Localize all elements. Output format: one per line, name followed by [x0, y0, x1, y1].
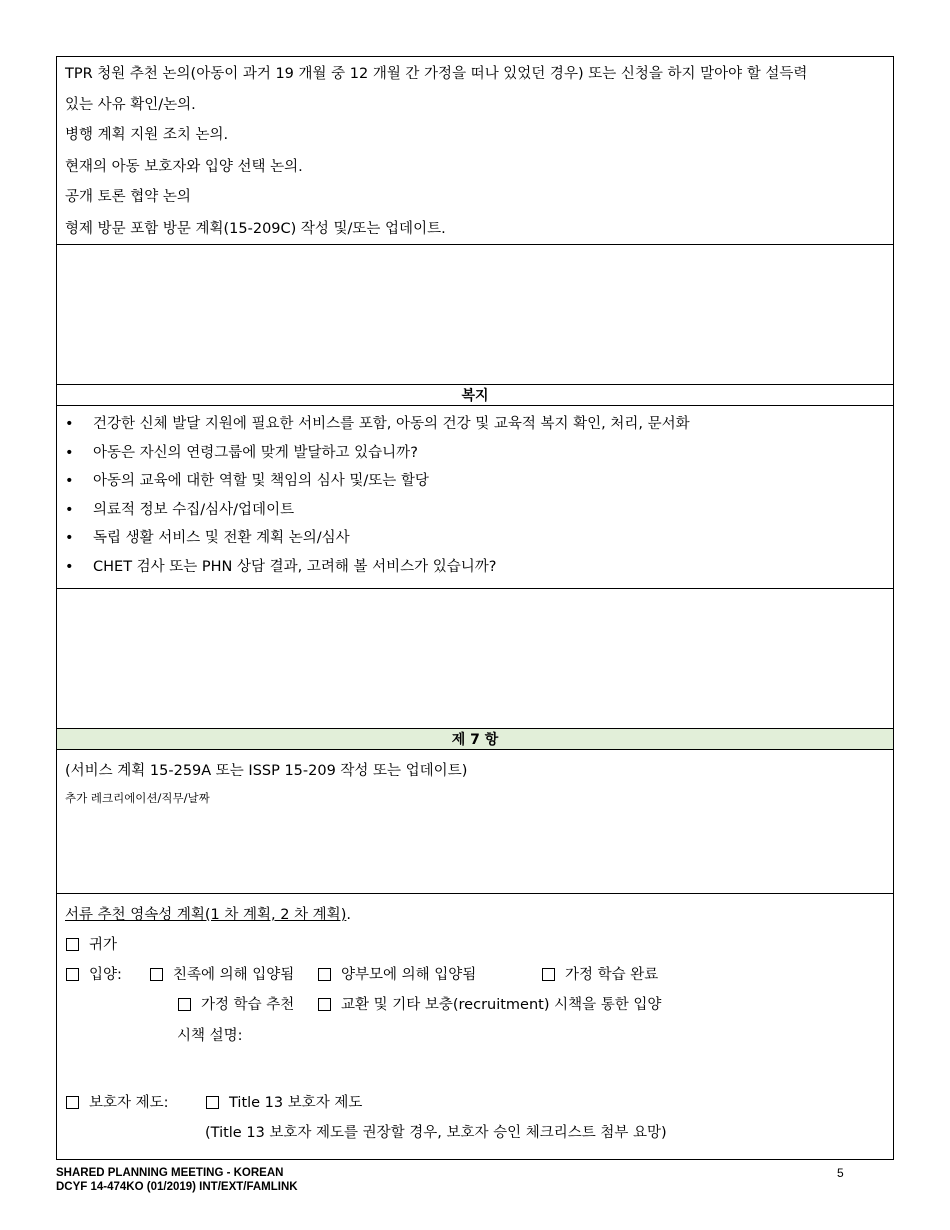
adopt-foster-checkbox[interactable] [318, 968, 331, 981]
return-home-checkbox[interactable] [66, 938, 79, 951]
home-study-done-checkbox[interactable] [542, 968, 555, 981]
form-footer [56, 1166, 298, 1194]
adopt-recruit-label: 교환 및 기타 보충(recruitment) 시책을 통한 입양 [341, 997, 662, 1013]
adoption-checkbox[interactable] [66, 968, 79, 981]
section7-title: 제 7 항 [451, 732, 499, 748]
adopt-relative-checkbox[interactable] [150, 968, 163, 981]
adopt-foster-option[interactable] [318, 963, 476, 984]
home-study-rec-option[interactable] [178, 993, 294, 1014]
footer-form-title: SHARED PLANNING MEETING - KOREAN [56, 1167, 284, 1179]
home-study-rec-checkbox[interactable] [178, 998, 191, 1011]
title13-option[interactable] [206, 1091, 362, 1112]
return-home-option[interactable] [66, 933, 117, 954]
discussion-line-6: 형제 방문 포함 방문 계획(15-209C) 작성 및/또는 업데이트. [65, 221, 446, 237]
guardianship-option[interactable] [66, 1091, 169, 1112]
discussion-block [57, 57, 893, 244]
discussion-line-4: 현재의 아동 보호자와 입양 선택 논의. [65, 159, 303, 175]
notes-area-1[interactable] [57, 244, 893, 384]
adopt-recruit-option[interactable] [318, 993, 661, 1014]
welfare-item: • 아동은 자신의 연령그룹에 맞게 발달하고 있습니까? [65, 445, 418, 461]
title13-checkbox[interactable] [206, 1096, 219, 1109]
welfare-item: • 독립 생활 서비스 및 전환 계획 논의/심사 [65, 530, 350, 546]
adopt-foster-label: 양부모에 의해 입양됨 [341, 967, 477, 983]
measure-description-label: 시책 설명: [177, 1028, 243, 1044]
welfare-item: • 건강한 신체 발달 지원에 필요한 서비스를 포함, 아동의 건강 및 교육적 복지 확인, 처리, 문서화 [65, 416, 690, 432]
section7-note: 추가 레크리에이션/직무/날짜 [65, 791, 210, 805]
discussion-line-3: 병행 계획 지원 조치 논의. [65, 127, 229, 143]
title13-label: Title 13 보호자 제도 [229, 1095, 363, 1111]
adoption-label: 입양: [89, 967, 122, 983]
welfare-header [57, 384, 893, 406]
section7-subtitle: (서비스 계획 15-259A 또는 ISSP 15-209 작성 또는 업데이트) [65, 763, 468, 779]
discussion-line-5: 공개 토론 협약 논의 [65, 189, 191, 205]
welfare-title: 복지 [461, 388, 489, 404]
footer-form-id: DCYF 14-474KO (01/2019) INT/EXT/FAMLINK [56, 1181, 298, 1193]
section7-body [57, 750, 893, 893]
home-study-done-option[interactable] [542, 963, 658, 984]
guardianship-checkbox[interactable] [66, 1096, 79, 1109]
discussion-line-2: 있는 사유 확인/논의. [65, 97, 196, 113]
title13-note: (Title 13 보호자 제도를 권장할 경우, 보호자 승인 체크리스트 첨부 요망) [205, 1125, 667, 1141]
section7-header [57, 728, 893, 750]
guardianship-label: 보호자 제도: [89, 1095, 169, 1111]
adopt-relative-option[interactable] [150, 963, 294, 984]
permanency-heading: 서류 추천 영속성 계획(1 차 계획, 2 차 계획). [65, 907, 351, 923]
page-number: 5 [837, 1166, 844, 1180]
adopt-recruit-checkbox[interactable] [318, 998, 331, 1011]
welfare-item: • 아동의 교육에 대한 역할 및 책임의 심사 및/또는 할당 [65, 473, 429, 489]
adoption-option[interactable] [66, 963, 122, 984]
discussion-line-1: TPR 청원 추천 논의(아동이 과거 19 개월 중 12 개월 간 가정을 떠나 있었던 경우) 또는 신청을 하지 말아야 할 설득력 [65, 66, 808, 82]
home-study-rec-label: 가정 학습 추천 [201, 997, 295, 1013]
permanency-block [57, 893, 893, 1161]
return-home-label: 귀가 [89, 937, 118, 953]
form-frame [56, 56, 894, 1160]
welfare-item: • CHET 검사 또는 PHN 상담 결과, 고려해 볼 서비스가 있습니까? [65, 559, 497, 575]
adopt-relative-label: 친족에 의해 입양됨 [173, 967, 295, 983]
notes-area-2[interactable] [57, 588, 893, 728]
welfare-list [57, 406, 893, 588]
home-study-done-label: 가정 학습 완료 [565, 967, 659, 983]
welfare-item: • 의료적 정보 수집/심사/업데이트 [65, 502, 295, 518]
